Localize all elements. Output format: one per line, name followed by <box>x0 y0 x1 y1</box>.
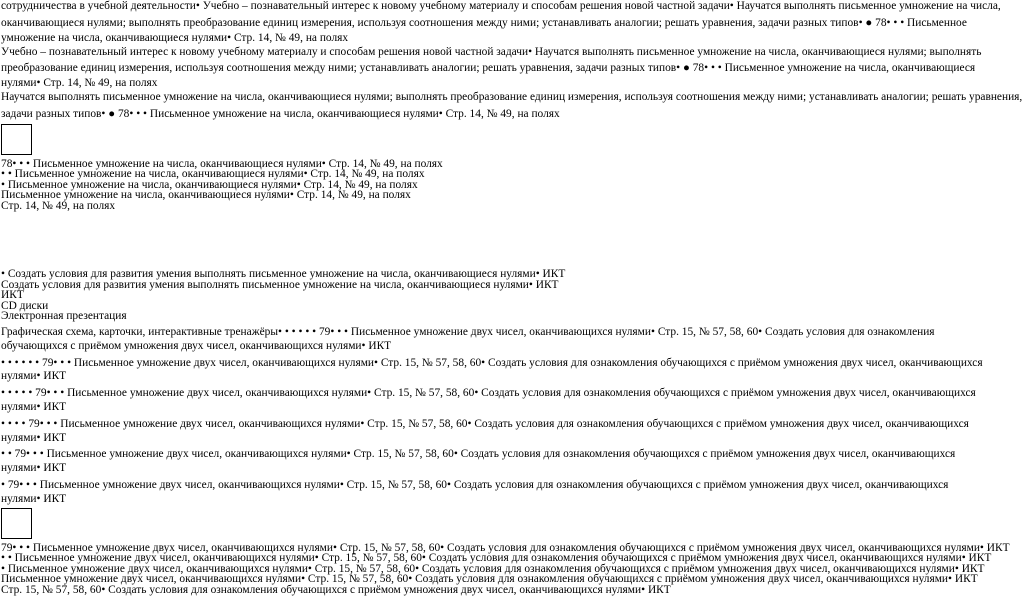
text-line: сотрудничества в учебной деятельности• Учебно – познавательный интерес к новому учебному материалу и способам решения новой частной задачи• Научатся выполнять письменное умножение на числа, <box>1 0 1001 12</box>
paragraph-block-5 <box>1 269 814 322</box>
paragraph-block-7 <box>1 541 1010 596</box>
text-line: оканчивающиеся нулями; выполнять преобразование единиц измерения, используя соотношения между ними; устанавливать аналогии; решать уравнения, задачи разных типов• ● 78• • • Письменное <box>1 16 967 29</box>
text-line: • Письменное умножение на числа, оканчивающиеся нулями• Стр. 14, № 49, на полях <box>1 178 418 191</box>
text-line: задачи разных типов• ● 78• • • Письменное умножение на числа, оканчивающиеся нулями• Стр. 14, № 49, на полях <box>1 107 560 120</box>
text-line: нулями• Стр. 14, № 49, на полях <box>1 77 158 90</box>
text-line: Создать условия для развития умения выполнять письменное умножение на числа, оканчивающиеся нулями• ИКТ <box>1 278 559 291</box>
text-line: нулями• ИКТ <box>1 462 67 475</box>
blank-space <box>1 211 814 269</box>
text-line: умножение на числа, оканчивающиеся нулями• Стр. 14, № 49, на полях <box>1 31 349 44</box>
document-body <box>1 0 1022 596</box>
text-line: • Письменное умножение двух чисел, оканчивающихся нулями• Стр. 15, № 57, 58, 60• Создать условия для ознакомления обучающихся с приёмом умножения двух чисел, оканчивающихся нулями• ИКТ <box>1 562 985 575</box>
text-line: Стр. 15, № 57, 58, 60• Создать условия для ознакомления обучающихся с приёмом умножения двух чисел, оканчивающихся нулями• ИКТ <box>1 583 671 596</box>
empty-cell-box <box>1 508 32 539</box>
text-line: Письменное умножение двух чисел, оканчивающихся нулями• Стр. 15, № 57, 58, 60• Создать условия для ознакомления обучающихся с приёмом умножения двух чисел, оканчивающихся нулями• ИКТ <box>1 573 978 586</box>
text-line: нулями• ИКТ <box>1 492 67 505</box>
text-line: 79• • • Письменное умножение двух чисел, оканчивающихся нулями• Стр. 15, № 57, 58, 60• Создать условия для ознакомления обучающихся с приёмом умножения двух чисел, оканчивающихся нулями• ИКТ <box>1 541 1010 554</box>
text-line: • • • • • • 79• • • Письменное умножение двух чисел, оканчивающихся нулями• Стр. 15, № 57, 58, 60• Создать условия для ознакомления обучающихся с приёмом умножения двух чисел, оканчивающихся <box>1 356 983 369</box>
text-line: нулями• ИКТ <box>1 400 67 413</box>
paragraph-block-1 <box>1 0 1001 46</box>
text-line: преобразование единиц измерения, используя соотношения между ними; устанавливать аналогии; решать уравнения, задачи разных типов• ● 78• • • Письменное умножение на числа, оканчивающиеся <box>1 62 976 75</box>
text-line: ИКТ <box>1 289 24 302</box>
text-line: • 79• • • Письменное умножение двух чисел, оканчивающихся нулями• Стр. 15, № 57, 58, 60• Создать условия для ознакомления обучающихся с приёмом умножения двух чисел, оканчивающихся <box>1 478 949 491</box>
text-line: нулями• ИКТ <box>1 370 67 383</box>
text-line: Научатся выполнять письменное умножение на числа, оканчивающиеся нулями; выполнять преобразование единиц измерения, используя соотношения между ними; устанавливать аналогии; решать уравнения, <box>1 91 1022 104</box>
text-line: Графическая схема, карточки, интерактивные тренажёры• • • • • • 79• • • Письменное умножение двух чисел, оканчивающихся нулями• Стр. 15, № 57, 58, 60• Создать условия для ознакомления <box>1 325 935 338</box>
text-line: нулями• ИКТ <box>1 431 67 444</box>
text-line: • • Письменное умножение на числа, оканчивающиеся нулями• Стр. 14, № 49, на полях <box>1 168 425 181</box>
text-line: • • Письменное умножение двух чисел, оканчивающихся нулями• Стр. 15, № 57, 58, 60• Создать условия для ознакомления обучающихся с приёмом умножения двух чисел, оканчивающихся нулями• ИКТ <box>1 552 992 565</box>
text-line: Письменное умножение на числа, оканчивающиеся нулями• Стр. 14, № 49, на полях <box>1 189 411 202</box>
paragraph-block-6 <box>1 325 983 507</box>
text-line: CD диски <box>1 299 49 312</box>
text-line: • Создать условия для развития умения выполнять письменное умножение на числа, оканчивающиеся нулями• ИКТ <box>1 268 566 281</box>
text-line: • • • • • 79• • • Письменное умножение двух чисел, оканчивающихся нулями• Стр. 15, № 57, 58, 60• Создать условия для ознакомления обучающихся с приёмом умножения двух чисел, оканчивающихся <box>1 387 976 400</box>
text-line: Учебно – познавательный интерес к новому учебному материалу и способам решения новой частной задачи• Научатся выполнять письменное умножение на числа, оканчивающиеся нулями; выполнять <box>1 45 982 58</box>
empty-cell-box <box>1 124 32 155</box>
paragraph-block-2 <box>1 45 982 92</box>
text-line: Стр. 14, № 49, на полях <box>1 199 116 212</box>
paragraph-block-4 <box>1 159 814 212</box>
paragraph-block-3 <box>1 91 1022 123</box>
text-line: • • • • 79• • • Письменное умножение двух чисел, оканчивающихся нулями• Стр. 15, № 57, 58, 60• Создать условия для ознакомления обучающихся с приёмом умножения двух чисел, оканчивающихся <box>1 417 969 430</box>
text-line: обучающихся с приёмом умножения двух чисел, оканчивающихся нулями• ИКТ <box>1 339 392 352</box>
text-line: Электронная презентация <box>1 310 127 323</box>
text-line: 78• • • Письменное умножение на числа, оканчивающиеся нулями• Стр. 14, № 49, на полях <box>1 157 443 170</box>
text-line: • • 79• • • Письменное умножение двух чисел, оканчивающихся нулями• Стр. 15, № 57, 58, 60• Создать условия для ознакомления обучающихся с приёмом умножения двух чисел, оканчивающихся <box>1 448 956 461</box>
